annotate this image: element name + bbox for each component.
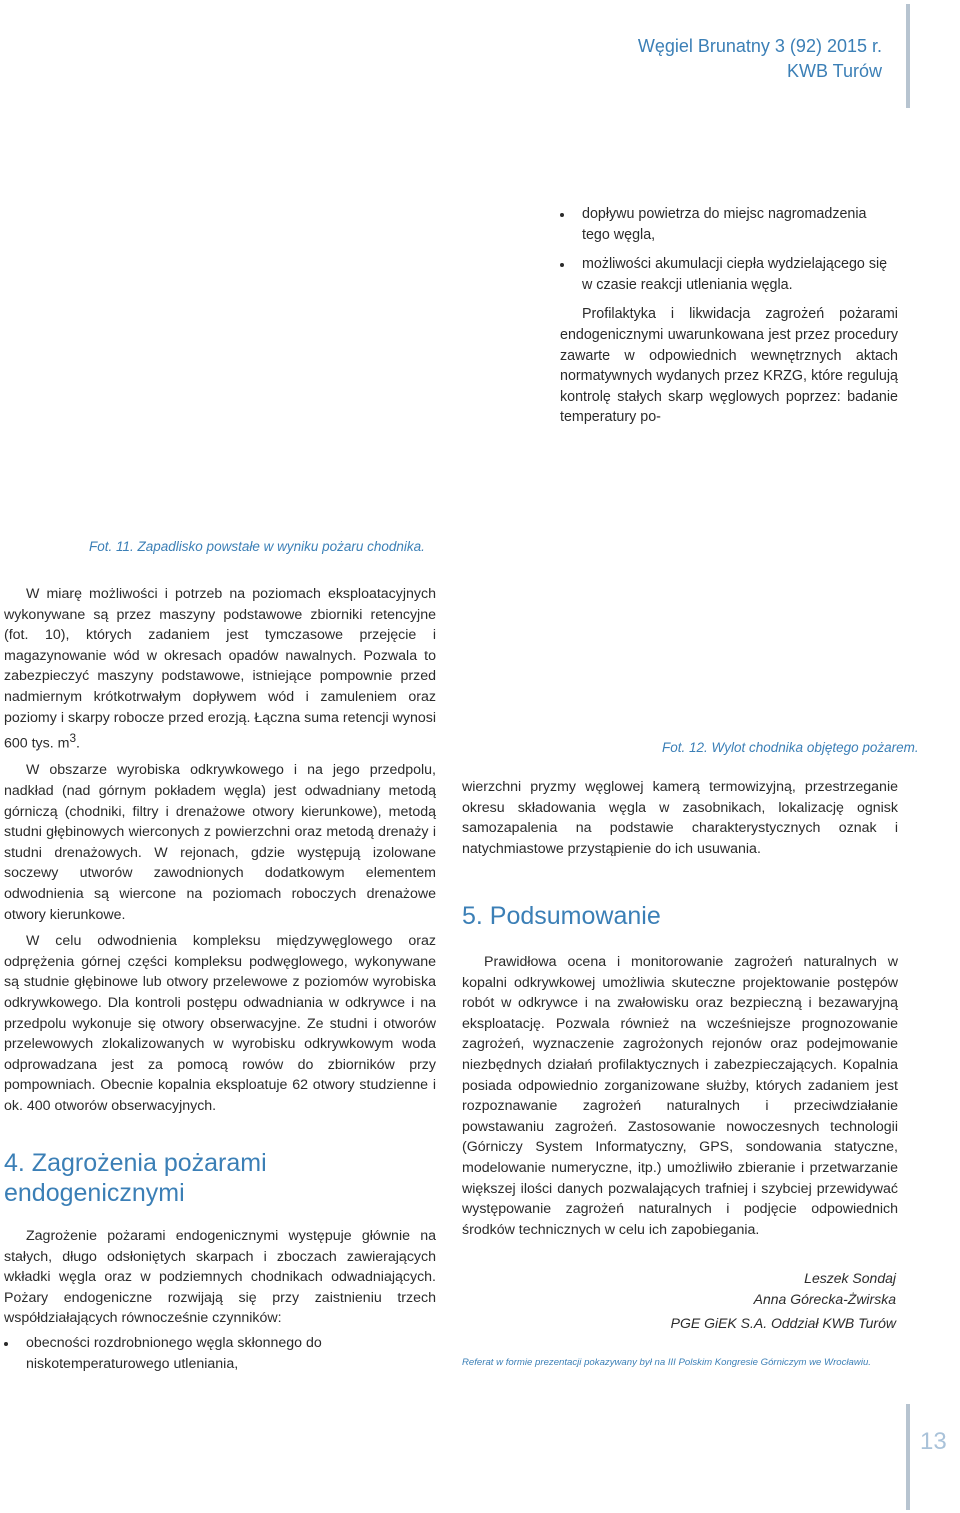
article-source: KWB Turów	[786, 61, 882, 81]
superscript: 3	[69, 731, 77, 746]
paragraph: Profilaktyka i likwidacja zagrożeń pożarami endogenicznymi uwarunkowana jest przez procedury zawarte w odpowiednich wewnętrznych aktach normatywnych wydanych przez KRZG, które regulują kontrolę stałych skarp węglowych poprzez: badanie temperatury po-	[560, 306, 898, 426]
section-heading-4: 4. Zagrożenia pożarami endogenicznymi	[4, 1149, 267, 1207]
footnote: Referat w formie prezentacji pokazywany był na III Polskim Kongresie Górniczym we Wrocławiu.	[462, 1357, 871, 1368]
section-heading-5: 5. Podsumowanie	[462, 902, 661, 930]
header-accent-bar	[906, 4, 910, 108]
list-item: dopływu powietrza do miejsc nagromadzenia tego węgla,	[560, 204, 898, 245]
paragraph: Prawidłowa ocena i monitorowanie zagrożeń naturalnych w kopalni odkrywkowej umożliwia skuteczne projektowanie postępów robót w odkrywce i na zwałowisku oraz bezpieczną i bezawaryjną eksploatację. Pozwala również na wcześniejsze prognozowanie zagrożeń, wyznaczenie zagrożonych rejonów oraz podejmowanie niezbędnych działań profilaktycznych i zabezpieczających. Kopalnia posiada odpowiednio zorganizowane służby, których zadaniem jest rozpoznawanie zagrożeń naturalnych i przeciwdziałanie powstawaniu zagrożeń. Zastosowanie nowoczesnych technologii (Górniczy System Informatyczny, GPS, sondowania statyczne, modelowanie numeryczne, itp.) umożliwiło zbieranie i przetwarzanie większej ilości danych pozwalających trafniej i szybciej przewidywać występowanie zagrożeń naturalnych i podjęcie odpowiednich środków technicznych w celu ich zapobiegania.	[462, 954, 898, 1238]
author-block	[671, 1268, 896, 1334]
paragraph: W miarę możliwości i potrzeb na poziomach eksploatacyjnych wykonywane są przez maszyny podstawowe zbiorniki retencyjne (fot. 10), których zadaniem jest tymczasowe przejęcie i magazynowanie wód w okresach opadów nawalnych. Pozwala to zabezpieczyć maszyny podstawowe, istniejące pompownie przed nadmiernym krótkotrwałym dopływem wód i zamuleniem oraz poziomy i skarpy robocze przed erozją. Łączna suma retencji wynosi 600 tys. $m^3$.	[4, 586, 436, 752]
section-5-body	[462, 952, 898, 1240]
author-name: Anna Górecka-Żwirska	[753, 1290, 896, 1307]
author-affiliation: PGE GiEK S.A. Oddział KWB Turów	[670, 1315, 896, 1331]
journal-title: Węgiel Brunatny 3 (92) 2015 r.	[637, 36, 882, 56]
factor-list	[4, 1333, 436, 1374]
photo-caption-12: Fot. 12. Wylot chodnika objętego pożarem.	[662, 740, 919, 755]
list-item: obecności rozdrobnionego węgla skłonnego do niskotemperaturowego utleniania,	[4, 1333, 436, 1374]
top-right-block	[560, 204, 898, 428]
running-header	[638, 34, 882, 84]
section-4-body	[4, 1226, 436, 1374]
footer-accent-bar	[906, 1404, 910, 1510]
paragraph: W obszarze wyrobiska odkrywkowego i na jego przedpolu, nadkład (nad górnym pokładem węgla) jest odwadniany metodą górniczą (chodniki, filtry i drenażowe otwory kierunkowe), metodą studni głębinowych wierconych z powierzchni oraz metodą drenaży i studni drenażowych. W rejonach, gdzie występują izolowane soczewy utworów zawodnionych dodatkowym elementem odwodnienia są wiercone na poziomach roboczych drenażowe otwory kierunkowe.	[4, 762, 436, 923]
author-name: Leszek Sondaj	[804, 1270, 896, 1286]
paragraph: Zagrożenie pożarami endogenicznymi występuje głównie na stałych, długo odsłoniętych skarpach i zboczach zawierających wkładki węgla oraz w podziemnych chodnikach odwadniających. Pożary endogeniczne rozwijają się przy zaistnieniu trzech współdziałających równocześnie czynników:	[4, 1228, 436, 1327]
factor-list-continued	[560, 204, 898, 295]
page-number: 13	[920, 1428, 947, 1455]
photo-caption-11: Fot. 11. Zapadlisko powstałe w wyniku pożaru chodnika.	[89, 539, 425, 554]
list-item: możliwości akumulacji ciepła wydzielającego się w czasie reakcji utleniania węgla.	[560, 254, 898, 295]
left-column	[4, 584, 436, 1123]
paragraph: wierzchni pryzmy węglowej kamerą termowizyjną, przestrzeganie okresu składowania węgla w zasobnikach, lokalizację ognisk samozapalenia na podstawie charakterystycznych oznak i natychmiastowe przystąpienie do ich usuwania.	[462, 779, 898, 857]
paragraph: W celu odwodnienia kompleksu międzywęglowego oraz odprężenia górnej części kompleksu podwęglowego, wykonywane są studnie głębinowe lub otwory przelewowe z poziomów wyrobiska odkrywkowego. Dla kontroli postępu odwadniania w odkrywce i na przedpolu wykonuje się otwory obserwacyjne. Ze studni i otworów przelewowych zlokalizowanych w wyrobisku odkrywkowym woda odprowadzana jest za pomocą rowów do zbiorników przy pompowniach. Obecnie kopalnia eksploatuje 62 otwory studzienne i ok. 400 otworów obserwacyjnych.	[4, 933, 436, 1114]
right-column-top	[462, 777, 898, 859]
